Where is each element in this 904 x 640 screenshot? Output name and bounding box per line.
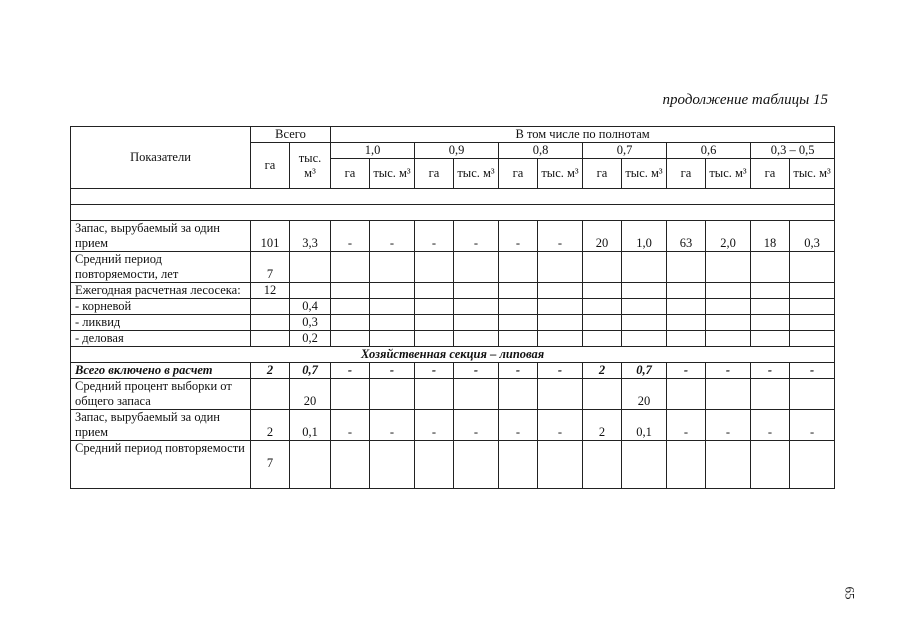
table-cell bbox=[415, 283, 454, 299]
table-cell bbox=[454, 379, 499, 410]
table-cell bbox=[538, 252, 583, 283]
table-cell bbox=[622, 283, 667, 299]
row-label: Ежегодная расчетная лесосека: bbox=[71, 283, 251, 299]
table-cell: - bbox=[415, 410, 454, 441]
header-density: 1,0 bbox=[331, 143, 415, 159]
table-cell: - bbox=[454, 221, 499, 252]
table-cell bbox=[583, 252, 622, 283]
table-cell bbox=[538, 299, 583, 315]
table-cell: - bbox=[454, 363, 499, 379]
table-cell bbox=[290, 252, 331, 283]
table-cell: - bbox=[751, 410, 790, 441]
table-cell bbox=[454, 252, 499, 283]
table-cell: 2 bbox=[251, 410, 290, 441]
header-unit-m3: тыс. м³ bbox=[370, 159, 415, 189]
row-label: - корневой bbox=[71, 299, 251, 315]
table-cell bbox=[751, 331, 790, 347]
header-total-ha: га bbox=[251, 143, 290, 189]
forest-data-table bbox=[70, 126, 835, 489]
table-cell: 0,7 bbox=[290, 363, 331, 379]
table-cell bbox=[454, 441, 499, 489]
table-cell bbox=[499, 441, 538, 489]
table-cell: 7 bbox=[251, 441, 290, 489]
table-cell bbox=[331, 252, 370, 283]
table-cell bbox=[622, 441, 667, 489]
table-cell bbox=[370, 283, 415, 299]
table-cell: - bbox=[331, 363, 370, 379]
header-unit-m3: тыс. м³ bbox=[790, 159, 835, 189]
table-cell bbox=[538, 283, 583, 299]
table-cell bbox=[538, 379, 583, 410]
table-cell bbox=[751, 315, 790, 331]
table-cell: - bbox=[370, 363, 415, 379]
table-cell bbox=[331, 441, 370, 489]
table-cell bbox=[790, 299, 835, 315]
table-cell bbox=[706, 252, 751, 283]
table-cell: - bbox=[499, 221, 538, 252]
table-cell bbox=[251, 379, 290, 410]
table-cell bbox=[751, 283, 790, 299]
table-row bbox=[71, 205, 835, 221]
table-cell bbox=[667, 441, 706, 489]
table-cell bbox=[454, 315, 499, 331]
table-cell: 2,0 bbox=[706, 221, 751, 252]
table-cell bbox=[499, 331, 538, 347]
header-unit-m3: тыс. м³ bbox=[454, 159, 499, 189]
header-density: 0,9 bbox=[415, 143, 499, 159]
table-cell bbox=[622, 315, 667, 331]
table-cell: 2 bbox=[583, 363, 622, 379]
table-cell bbox=[331, 315, 370, 331]
table-cell bbox=[251, 315, 290, 331]
table-cell: 0,4 bbox=[290, 299, 331, 315]
table-cell bbox=[499, 315, 538, 331]
header-unit-ha: га bbox=[331, 159, 370, 189]
table-cell bbox=[751, 252, 790, 283]
table-cell: - bbox=[454, 410, 499, 441]
table-cell bbox=[706, 299, 751, 315]
table-cell: - bbox=[331, 410, 370, 441]
table-cell bbox=[415, 379, 454, 410]
row-label: Запас, вырубаемый за один прием bbox=[71, 221, 251, 252]
table-cell bbox=[370, 441, 415, 489]
table-cell bbox=[454, 299, 499, 315]
header-density: 0,8 bbox=[499, 143, 583, 159]
header-total-m3: тыс. м³ bbox=[290, 143, 331, 189]
table-cell: 101 bbox=[251, 221, 290, 252]
table-cell bbox=[667, 379, 706, 410]
table-cell bbox=[370, 315, 415, 331]
table-cell bbox=[499, 379, 538, 410]
table-cell: 2 bbox=[583, 410, 622, 441]
table-cell: - bbox=[415, 221, 454, 252]
table-cell bbox=[667, 283, 706, 299]
table-cell bbox=[622, 331, 667, 347]
table-cell bbox=[706, 441, 751, 489]
table-cell bbox=[667, 252, 706, 283]
header-density: 0,7 bbox=[583, 143, 667, 159]
table-row bbox=[71, 363, 835, 379]
header-unit-m3: тыс. м³ bbox=[622, 159, 667, 189]
header-unit-ha: га bbox=[667, 159, 706, 189]
table-cell bbox=[706, 283, 751, 299]
table-cell bbox=[790, 252, 835, 283]
table-row bbox=[71, 347, 835, 363]
table-cell bbox=[790, 283, 835, 299]
empty-cell bbox=[71, 189, 835, 205]
table-cell: - bbox=[370, 221, 415, 252]
table-cell bbox=[706, 315, 751, 331]
table-cell bbox=[538, 441, 583, 489]
table-cell bbox=[790, 379, 835, 410]
table-cell bbox=[583, 315, 622, 331]
table-cell: - bbox=[538, 410, 583, 441]
table-cell: - bbox=[538, 221, 583, 252]
header-unit-ha: га bbox=[415, 159, 454, 189]
table-cell bbox=[667, 331, 706, 347]
table-cell bbox=[583, 379, 622, 410]
table-cell bbox=[331, 331, 370, 347]
row-label: Средний период повторяемости bbox=[71, 441, 251, 489]
table-row bbox=[71, 252, 835, 283]
table-cell bbox=[622, 252, 667, 283]
table-cell: 3,3 bbox=[290, 221, 331, 252]
table-cell bbox=[706, 379, 751, 410]
table-cell: - bbox=[706, 363, 751, 379]
row-label: Средний процент выборки от общего запаса bbox=[71, 379, 251, 410]
row-label: Всего включено в расчет bbox=[71, 363, 251, 379]
row-label: Запас, вырубаемый за один прием bbox=[71, 410, 251, 441]
table-row bbox=[71, 315, 835, 331]
table-cell bbox=[454, 283, 499, 299]
table-cell bbox=[370, 379, 415, 410]
table-row bbox=[71, 189, 835, 205]
table-cell: - bbox=[667, 363, 706, 379]
section-title: Хозяйственная секция – липовая bbox=[71, 347, 835, 363]
table-cell: 0,1 bbox=[622, 410, 667, 441]
table-row bbox=[71, 221, 835, 252]
table-caption: продолжение таблицы 15 bbox=[662, 92, 828, 108]
table-cell bbox=[583, 441, 622, 489]
table-cell: - bbox=[415, 363, 454, 379]
header-unit-m3: тыс. м³ bbox=[706, 159, 751, 189]
table-cell: - bbox=[790, 410, 835, 441]
table-cell bbox=[538, 315, 583, 331]
header-density: 0,6 bbox=[667, 143, 751, 159]
table-cell bbox=[415, 331, 454, 347]
header-unit-ha: га bbox=[751, 159, 790, 189]
table-cell bbox=[251, 331, 290, 347]
table-cell bbox=[331, 379, 370, 410]
table-cell: 1,0 bbox=[622, 221, 667, 252]
table-cell: - bbox=[499, 363, 538, 379]
header-unit-ha: га bbox=[583, 159, 622, 189]
table-cell: - bbox=[370, 410, 415, 441]
table-cell bbox=[706, 331, 751, 347]
table-cell bbox=[751, 299, 790, 315]
table-cell bbox=[622, 299, 667, 315]
table-cell: 12 bbox=[251, 283, 290, 299]
table-cell: 63 bbox=[667, 221, 706, 252]
table-cell bbox=[251, 299, 290, 315]
table-row bbox=[71, 331, 835, 347]
table-cell: 0,2 bbox=[290, 331, 331, 347]
table-cell bbox=[290, 283, 331, 299]
table-cell bbox=[538, 331, 583, 347]
table-cell bbox=[583, 299, 622, 315]
table-cell: 7 bbox=[251, 252, 290, 283]
table-cell bbox=[667, 299, 706, 315]
table-cell: - bbox=[790, 363, 835, 379]
table-cell: 20 bbox=[290, 379, 331, 410]
table-cell: - bbox=[331, 221, 370, 252]
header-indicators: Показатели bbox=[71, 127, 251, 189]
table-cell: 20 bbox=[622, 379, 667, 410]
table-cell bbox=[370, 252, 415, 283]
table-cell bbox=[790, 315, 835, 331]
table-cell bbox=[583, 283, 622, 299]
table-cell: 18 bbox=[751, 221, 790, 252]
table-cell bbox=[370, 299, 415, 315]
table-cell: - bbox=[667, 410, 706, 441]
header-unit-ha: га bbox=[499, 159, 538, 189]
page-number: 65 bbox=[842, 586, 858, 600]
header-unit-m3: тыс. м³ bbox=[538, 159, 583, 189]
table-row bbox=[71, 379, 835, 410]
table-cell bbox=[790, 331, 835, 347]
table-cell bbox=[370, 331, 415, 347]
table-row bbox=[71, 299, 835, 315]
table-cell: 0,1 bbox=[290, 410, 331, 441]
table-cell bbox=[454, 331, 499, 347]
table-cell bbox=[751, 441, 790, 489]
table-cell bbox=[499, 283, 538, 299]
table-cell bbox=[583, 331, 622, 347]
table-cell bbox=[790, 441, 835, 489]
table-cell: 2 bbox=[251, 363, 290, 379]
table-cell bbox=[290, 441, 331, 489]
table-cell: - bbox=[499, 410, 538, 441]
header-by-density: В том числе по полнотам bbox=[331, 127, 835, 143]
table-cell: 0,7 bbox=[622, 363, 667, 379]
header-total: Всего bbox=[251, 127, 331, 143]
empty-cell bbox=[71, 205, 835, 221]
table-cell bbox=[415, 441, 454, 489]
table-row bbox=[71, 441, 835, 489]
table-cell bbox=[667, 315, 706, 331]
table-row bbox=[71, 283, 835, 299]
table-cell: - bbox=[706, 410, 751, 441]
table-cell bbox=[415, 315, 454, 331]
row-label: - ликвид bbox=[71, 315, 251, 331]
table-row bbox=[71, 410, 835, 441]
table-cell bbox=[751, 379, 790, 410]
header-density: 0,3 – 0,5 bbox=[751, 143, 835, 159]
table-cell: 0,3 bbox=[290, 315, 331, 331]
table-cell: 20 bbox=[583, 221, 622, 252]
table-cell bbox=[331, 283, 370, 299]
table-cell bbox=[415, 299, 454, 315]
table-cell bbox=[331, 299, 370, 315]
table-cell: - bbox=[751, 363, 790, 379]
row-label: - деловая bbox=[71, 331, 251, 347]
table-cell: 0,3 bbox=[790, 221, 835, 252]
row-label: Средний период повторяемости, лет bbox=[71, 252, 251, 283]
table-cell bbox=[499, 252, 538, 283]
table-cell bbox=[499, 299, 538, 315]
table-cell bbox=[415, 252, 454, 283]
table-cell: - bbox=[538, 363, 583, 379]
